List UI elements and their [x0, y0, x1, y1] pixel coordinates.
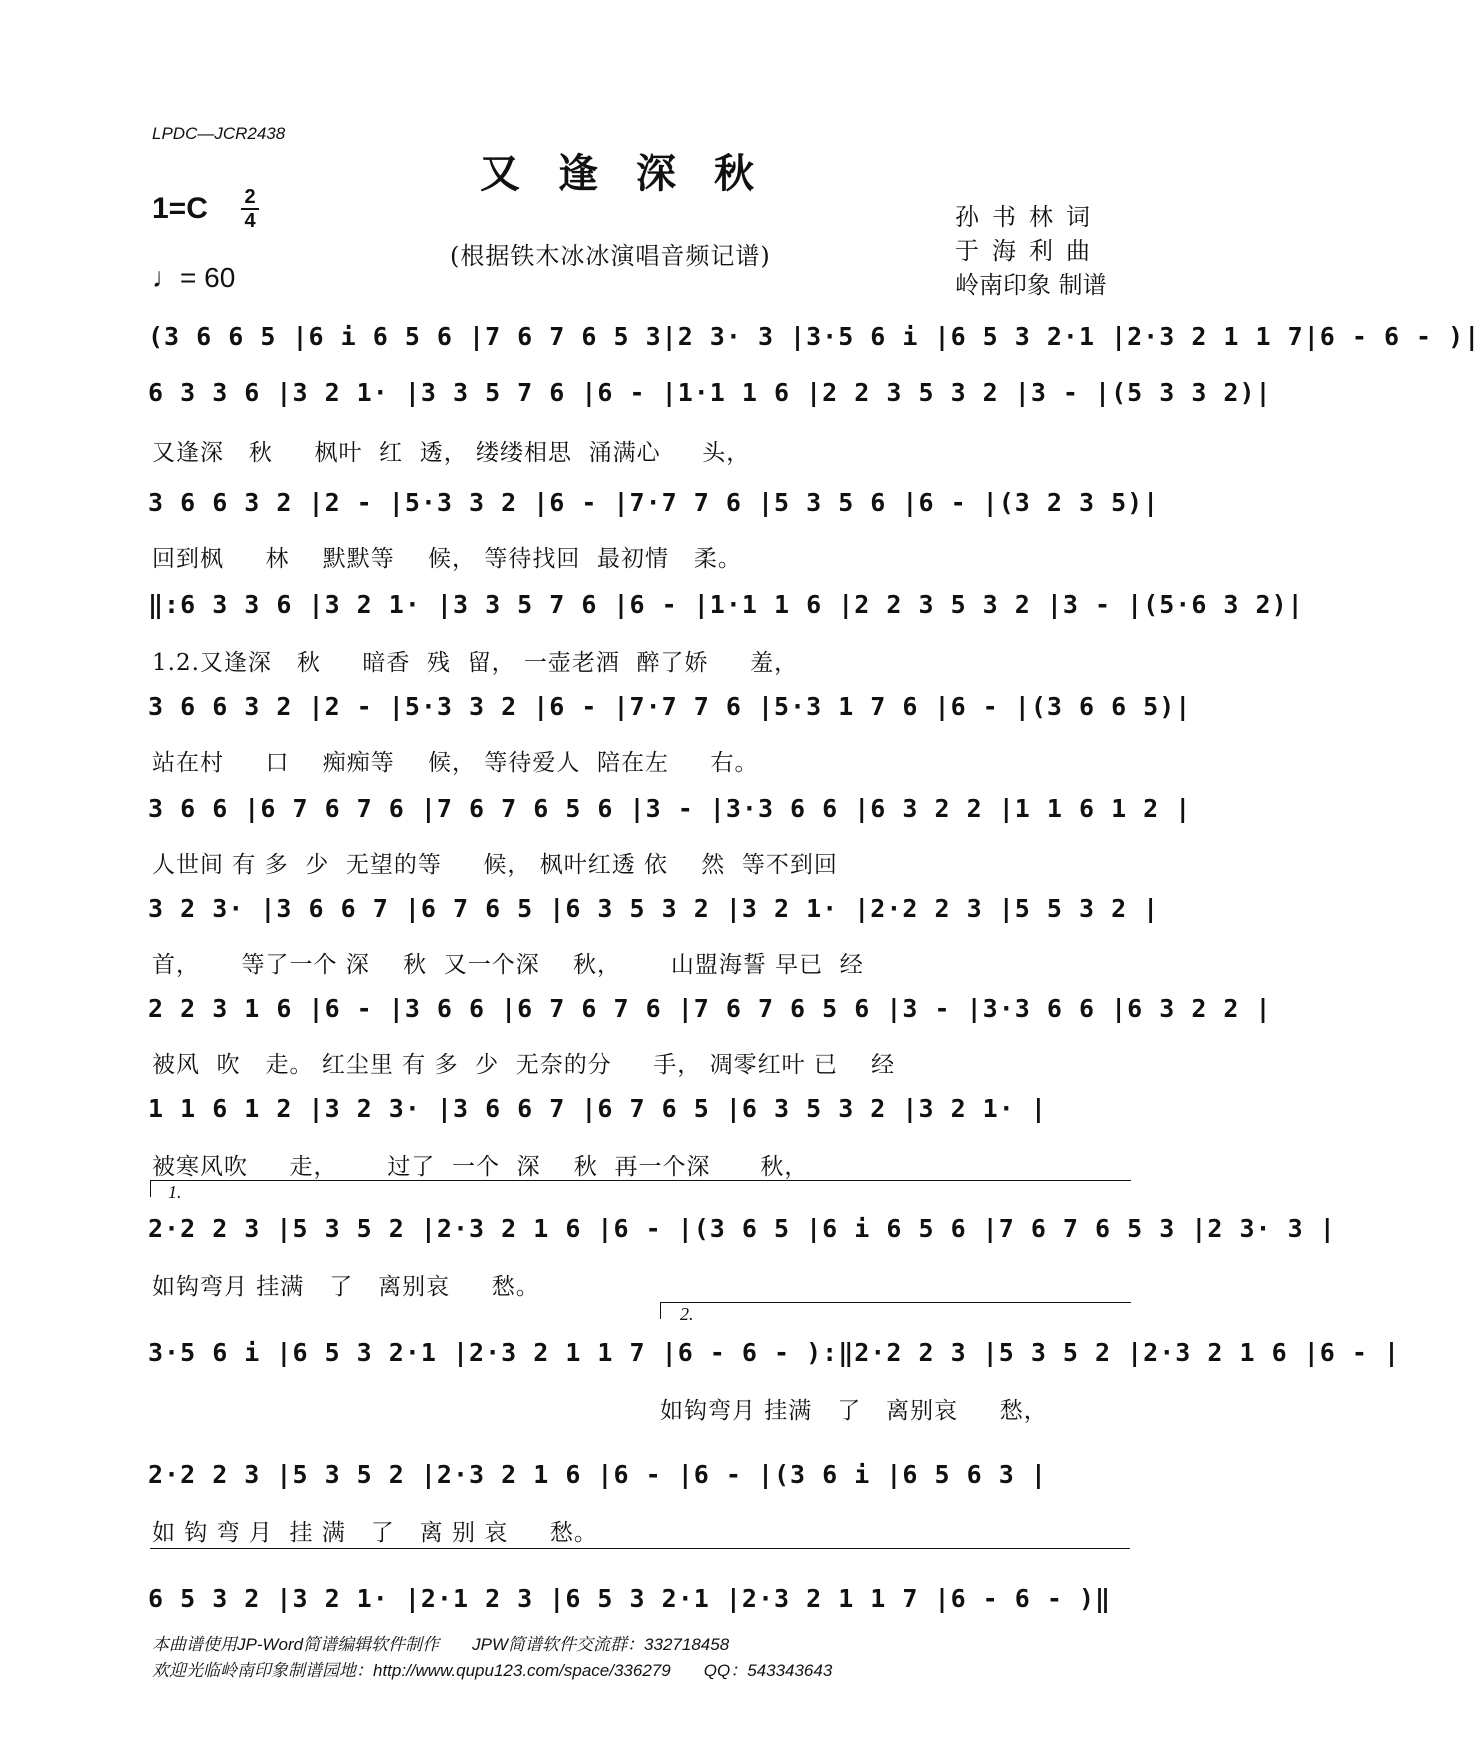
subtitle: (根据铁木冰冰演唱音频记谱) — [450, 242, 771, 270]
lyric-line: 人世间 有 多 少 无望的等 候， 枫叶红透 依 然 等不到回 — [152, 852, 838, 878]
footer-line-2: 欢迎光临岭南印象制谱园地：http://www.qupu123.com/space/336279 QQ：543343643 — [152, 1661, 833, 1680]
volta-bracket-1 — [150, 1180, 1131, 1197]
lyric-line: 又逢深 秋 枫叶 红 透， 缕缕相思 涌满心 头， — [152, 440, 751, 466]
notation-line: 3·5 6 i |6 5 3 2·1 |2·3 2 1 1 7 |6 - 6 - ):‖2·2 2 3 |5 3 5 2 |2·3 2 1 6 |6 - | — [148, 1338, 1400, 1367]
lyric-line: 如钩弯月 挂满 了 离别哀 愁。 — [152, 1274, 540, 1300]
score-code: LPDC—JCR2438 — [152, 124, 286, 143]
notation-line: 2 2 3 1 6 |6 - |3 6 6 |6 7 6 7 6 |7 6 7 6 5 6 |3 - |3·3 6 6 |6 3 2 2 | — [148, 994, 1272, 1023]
notation-line: 1 1 6 1 2 |3 2 3· |3 6 6 7 |6 7 6 5 |6 3 5 3 2 |3 2 1· | — [148, 1094, 1047, 1123]
credits — [955, 200, 1107, 302]
notation-line: ‖:6 3 3 6 |3 2 1· |3 3 5 7 6 |6 - |1·1 1 6 |2 2 3 5 3 2 |3 - |(5·6 3 2)| — [148, 590, 1304, 619]
lyric-line: 回到枫 林 默默等 候， 等待找回 最初情 柔。 — [152, 546, 742, 572]
footer-line-1: 本曲谱使用JP-Word简谱编辑软件制作 JPW简谱软件交流群：332718458 — [152, 1635, 730, 1654]
notation-line: 2·2 2 3 |5 3 5 2 |2·3 2 1 6 |6 - |(3 6 5 |6 i 6 5 6 |7 6 7 6 5 3 |2 3· 3 | — [148, 1214, 1336, 1243]
tempo-marking: ♩= 60 — [152, 262, 236, 293]
notation-line: 3 6 6 3 2 |2 - |5·3 3 2 |6 - |7·7 7 6 |5·3 1 7 6 |6 - |(3 6 6 5)| — [148, 692, 1192, 721]
time-signature-top: 2 — [244, 186, 256, 208]
notation-line: 6 3 3 6 |3 2 1· |3 3 5 7 6 |6 - |1·1 1 6 |2 2 3 5 3 2 |3 - |(5 3 3 2)| — [148, 378, 1272, 407]
time-signature-bottom: 4 — [244, 210, 256, 232]
song-title: 又逢深秋 — [480, 150, 792, 197]
notation-line: 6 5 3 2 |3 2 1· |2·1 2 3 |6 5 3 2·1 |2·3 2 1 1 7 |6 - 6 - )‖ — [148, 1584, 1112, 1613]
notation-line: 2·2 2 3 |5 3 5 2 |2·3 2 1 6 |6 - |6 - |(3 6 i |6 5 6 3 | — [148, 1460, 1047, 1489]
time-signature — [240, 186, 260, 232]
lyricist: 孙书林词 — [955, 203, 1103, 231]
notation-line: 3 6 6 |6 7 6 7 6 |7 6 7 6 5 6 |3 - |3·3 6 6 |6 3 2 2 |1 1 6 1 2 | — [148, 794, 1192, 823]
volta-bracket-2 — [660, 1302, 1131, 1319]
notation-line: 3 6 6 3 2 |2 - |5·3 3 2 |6 - |7·7 7 6 |5 3 5 6 |6 - |(3 2 3 5)| — [148, 488, 1160, 517]
notation-line: (3 6 6 5 |6 i 6 5 6 |7 6 7 6 5 3|2 3· 3 |3·5 6 i |6 5 3 2·1 |2·3 2 1 1 7|6 - 6 - )| — [148, 322, 1480, 351]
lyric-line: 1.2.又逢深 秋 暗香 残 留， 一壶老酒 醉了娇 羞， — [152, 650, 799, 676]
composer: 于海利曲 — [955, 237, 1103, 265]
volta-label-1: 1. — [168, 1182, 182, 1202]
key-signature: 1=C — [152, 192, 208, 225]
coda-line — [150, 1548, 1130, 1565]
lyric-line: 站在村 口 痴痴等 候， 等待爱人 陪在左 右。 — [152, 750, 759, 776]
lyric-line: 被寒风吹 走， 过了 一个 深 秋 再一个深 秋， — [152, 1154, 809, 1180]
arranger: 岭南印象 制谱 — [955, 271, 1107, 299]
notation-line: 3 2 3· |3 6 6 7 |6 7 6 5 |6 3 5 3 2 |3 2 1· |2·2 2 3 |5 5 3 2 | — [148, 894, 1160, 923]
lyric-line: 如钩弯月 挂满 了 离别哀 愁， — [660, 1398, 1048, 1424]
volta-label-2: 2. — [680, 1304, 694, 1324]
lyric-line: 被风 吹 走。 红尘里 有 多 少 无奈的分 手， 凋零红叶 已 经 — [152, 1052, 896, 1078]
lyric-line: 首， 等了一个 深 秋 又一个深 秋， 山盟海誓 早已 经 — [152, 952, 864, 978]
lyric-line: 如 钩 弯 月 挂 满 了 离 别 哀 愁。 — [152, 1520, 598, 1546]
